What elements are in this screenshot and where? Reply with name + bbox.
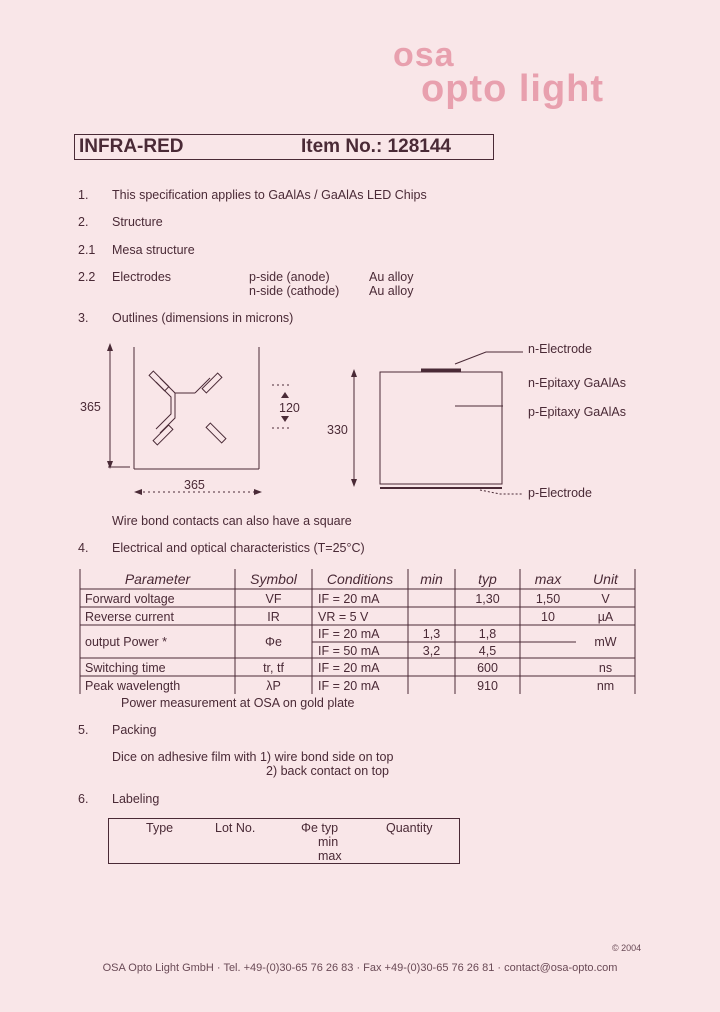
header-symbol: Symbol bbox=[250, 571, 297, 587]
n-side-label: n-side (cathode) bbox=[249, 284, 340, 298]
item-number: Item No.: 128144 bbox=[301, 136, 451, 157]
table-cell: 1,50 bbox=[535, 592, 561, 606]
section-number: 6. bbox=[78, 792, 89, 806]
arrow-head bbox=[134, 489, 142, 495]
table-cell: IF = 20 mA bbox=[318, 661, 380, 675]
label-phi-typ: Φe typ bbox=[301, 821, 339, 835]
outline-note: Wire bond contacts can also have a square bbox=[112, 514, 352, 528]
header-unit: Unit bbox=[593, 571, 618, 587]
table-cell: 600 bbox=[477, 661, 498, 675]
table-cell: VF bbox=[265, 592, 282, 606]
section-number: 2.2 bbox=[78, 270, 96, 284]
table-cell: λP bbox=[266, 679, 281, 693]
arrow-head bbox=[107, 461, 113, 469]
table-cell: Φe bbox=[265, 635, 282, 649]
header-max: max bbox=[534, 571, 562, 587]
section-text: Packing bbox=[112, 723, 157, 737]
leader-p-electrode bbox=[480, 490, 523, 494]
copyright: © 2004 bbox=[612, 943, 642, 953]
contact-arm bbox=[195, 378, 210, 393]
table-cell: 910 bbox=[477, 679, 498, 693]
table-cell: tr, tf bbox=[263, 661, 284, 675]
label-p-electrode: p-Electrode bbox=[528, 486, 592, 500]
table-cell: IF = 50 mA bbox=[318, 644, 380, 658]
table-cell: 4,5 bbox=[478, 644, 497, 658]
header-min: min bbox=[420, 571, 443, 587]
label-lot: Lot No. bbox=[215, 821, 256, 835]
dim-side: 330 bbox=[327, 423, 348, 437]
header-parameter: Parameter bbox=[124, 571, 191, 587]
table-cell: µA bbox=[597, 610, 614, 624]
spec-table bbox=[80, 569, 635, 694]
label-min: min bbox=[318, 835, 339, 849]
table-cell: IR bbox=[267, 610, 280, 624]
table-cell: 1,8 bbox=[478, 627, 497, 641]
n-side-material: Au alloy bbox=[369, 284, 414, 298]
header-typ: typ bbox=[478, 571, 497, 587]
table-cell: Reverse current bbox=[85, 610, 174, 624]
packing-line-2: 2) back contact on top bbox=[266, 764, 389, 778]
label-n-electrode: n-Electrode bbox=[528, 342, 592, 356]
dim-width: 365 bbox=[184, 478, 205, 492]
label-p-epitaxy: p-Epitaxy GaAlAs bbox=[528, 405, 626, 419]
arrow-head bbox=[254, 489, 262, 495]
table-cell: output Power * bbox=[85, 635, 167, 649]
table-cell: 10 bbox=[541, 610, 555, 624]
table-cell: Peak wavelength bbox=[85, 679, 181, 693]
header-conditions: Conditions bbox=[326, 571, 394, 587]
section-number: 5. bbox=[78, 723, 89, 737]
table-cell: IF = 20 mA bbox=[318, 627, 380, 641]
dim-height: 365 bbox=[80, 400, 101, 414]
p-side-material: Au alloy bbox=[369, 270, 414, 284]
section-number: 3. bbox=[78, 311, 89, 325]
section-number: 4. bbox=[78, 541, 89, 555]
table-footnote: Power measurement at OSA on gold plate bbox=[121, 696, 355, 710]
table-cell: 1,3 bbox=[422, 627, 441, 641]
footer-contact: OSA Opto Light GmbH · Tel. +49-(0)30-65 76 26 83 · Fax +49-(0)30-65 76 26 81 · contact@osa-opto.com bbox=[102, 962, 618, 974]
table-cell: mW bbox=[594, 635, 617, 649]
packing-line-1: Dice on adhesive film with 1) wire bond side on top bbox=[112, 750, 394, 764]
label-type: Type bbox=[146, 821, 174, 835]
table-cell: IF = 20 mA bbox=[318, 679, 380, 693]
table-cell: VR = 5 V bbox=[318, 610, 369, 624]
contact-pad-upper-left bbox=[149, 371, 169, 391]
table-cell: Forward voltage bbox=[85, 592, 175, 606]
section-text: Structure bbox=[112, 215, 163, 229]
arrow-head bbox=[281, 416, 289, 422]
contact-pad-lower-right bbox=[206, 423, 226, 443]
logo-opto-light: opto light bbox=[421, 68, 605, 110]
label-n-epitaxy: n-Epitaxy GaAlAs bbox=[528, 376, 626, 390]
contact-pad-left bbox=[160, 378, 175, 433]
table-cell: Switching time bbox=[85, 661, 166, 675]
arrow-head bbox=[351, 479, 357, 487]
logo-osa: osa bbox=[393, 36, 455, 74]
section-text: Outlines (dimensions in microns) bbox=[112, 311, 294, 325]
leader-n-electrode bbox=[455, 352, 523, 364]
section-text: Electrodes bbox=[112, 270, 172, 284]
label-max: max bbox=[318, 849, 342, 863]
dim-pad: 120 bbox=[279, 401, 300, 415]
side-view-chip bbox=[380, 372, 502, 484]
label-quantity: Quantity bbox=[386, 821, 433, 835]
table-cell: ns bbox=[598, 661, 613, 675]
arrow-head bbox=[281, 392, 289, 398]
table-cell: 3,2 bbox=[422, 644, 441, 658]
arrow-head bbox=[107, 343, 113, 351]
section-number: 2. bbox=[78, 215, 89, 229]
table-cell: IF = 20 mA bbox=[318, 592, 380, 606]
section-text: This specification applies to GaAlAs / GaAlAs LED Chips bbox=[112, 188, 427, 202]
p-side-label: p-side (anode) bbox=[249, 270, 330, 284]
section-number: 1. bbox=[78, 188, 89, 202]
section-text: Electrical and optical characteristics (T=25°C) bbox=[112, 541, 365, 555]
table-cell: 1,30 bbox=[475, 592, 500, 606]
section-text: Mesa structure bbox=[112, 243, 195, 257]
section-text: Labeling bbox=[112, 792, 160, 806]
section-number: 2.1 bbox=[78, 243, 96, 257]
arrow-head bbox=[351, 369, 357, 377]
contact-pad-lower-left bbox=[153, 425, 173, 445]
table-cell: V bbox=[601, 592, 610, 606]
category-title: INFRA-RED bbox=[79, 136, 184, 157]
table-cell: nm bbox=[596, 679, 615, 693]
